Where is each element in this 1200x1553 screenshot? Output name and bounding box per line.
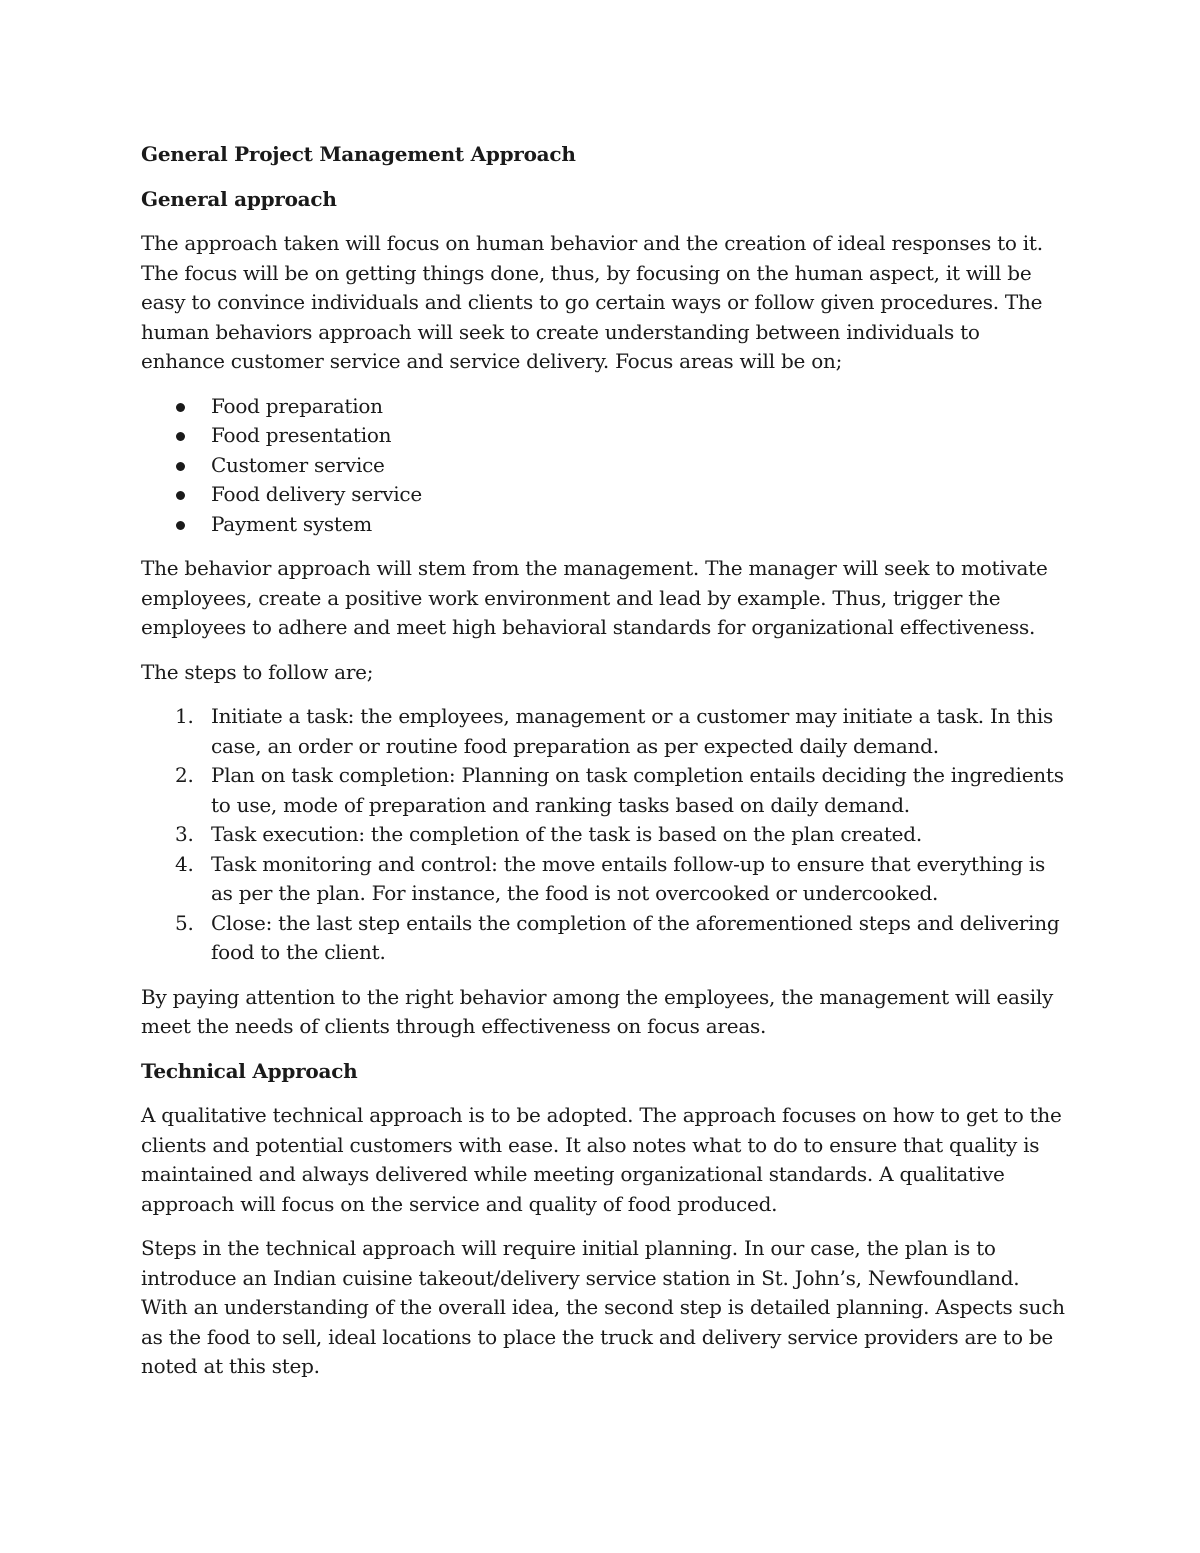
bullet-icon	[176, 403, 185, 412]
section-heading-general: General approach	[141, 186, 337, 211]
list-item	[141, 850, 1066, 909]
section-heading-technical: Technical Approach	[141, 1058, 358, 1083]
list-item	[141, 820, 1066, 850]
step-number: 1.	[175, 704, 194, 728]
list-item	[141, 392, 1066, 422]
steps-intro-paragraph: The steps to follow are;	[141, 659, 374, 684]
step-number: 4.	[175, 851, 194, 876]
focus-area-text: Food preparation	[211, 393, 383, 418]
behavior-paragraph: The behavior approach will stem from the management. The manager will seek to motivate employees, create a positive work environment and lead by example. Thus, trigger the employees to adhere and meet high behavioral standards for organizational effectiveness.	[141, 556, 1048, 639]
step-text: Initiate a task: the employees, management or a customer may initiate a task. In this case, an order or routine food preparation as per expected daily demand.	[211, 704, 1053, 758]
list-item	[141, 451, 1066, 481]
step-number: 5.	[175, 910, 194, 935]
focus-areas-list	[141, 392, 1066, 540]
bullet-icon	[176, 491, 185, 500]
technical-paragraph-1: A qualitative technical approach is to be adopted. The approach focuses on how to get to the clients and potential customers with ease. It also notes what to do to ensure that quality is maintained and always delivered while meeting organizational standards. A qualitative approach will focus on the service and quality of food produced.	[141, 1103, 1062, 1216]
focus-area-text: Customer service	[211, 452, 385, 477]
focus-area-text: Payment system	[211, 511, 373, 536]
list-item	[141, 480, 1066, 510]
technical-paragraph-2: Steps in the technical approach will require initial planning. In our case, the plan is to introduce an Indian cuisine takeout/delivery service station in St. John’s, Newfoundland. With an understanding of the overall idea, the second step is detailed planning. Aspects such as the food to sell, ideal locations to place the truck and delivery service providers are to be noted at this step.	[141, 1236, 1065, 1378]
step-text: Task monitoring and control: the move entails follow-up to ensure that everything is as per the plan. For instance, the food is not overcooked or undercooked.	[211, 851, 1046, 905]
bullet-icon	[176, 462, 185, 471]
step-number: 2.	[175, 763, 194, 787]
list-item	[141, 421, 1066, 451]
list-item	[141, 702, 1066, 761]
step-number: 3.	[175, 822, 194, 846]
list-item	[141, 510, 1066, 540]
document-page	[141, 140, 1066, 1397]
focus-area-text: Food delivery service	[211, 482, 422, 506]
list-item	[141, 761, 1066, 820]
general-intro-paragraph: The approach taken will focus on human behavior and the creation of ideal responses to it. The focus will be on getting things done, thus, by focusing on the human aspect, it will be easy to convince individuals and clients to go certain ways or follow given procedures. The human behaviors approach will seek to create understanding between individuals to enhance customer service and service delivery. Focus areas will be on;	[141, 231, 1043, 373]
step-text: Plan on task completion: Planning on task completion entails deciding the ingredients to use, mode of preparation and ranking tasks based on daily demand.	[211, 763, 1064, 817]
step-text: Close: the last step entails the completion of the aforementioned steps and delivering food to the client.	[211, 910, 1060, 964]
bullet-icon	[176, 432, 185, 441]
bullet-icon	[176, 521, 185, 530]
steps-list	[141, 702, 1066, 968]
step-text: Task execution: the completion of the task is based on the plan created.	[211, 822, 922, 846]
conclusion-paragraph: By paying attention to the right behavior among the employees, the management will easily meet the needs of clients through effectiveness on focus areas.	[141, 984, 1054, 1038]
focus-area-text: Food presentation	[211, 423, 392, 447]
document-title: General Project Management Approach	[141, 142, 576, 166]
list-item	[141, 909, 1066, 968]
